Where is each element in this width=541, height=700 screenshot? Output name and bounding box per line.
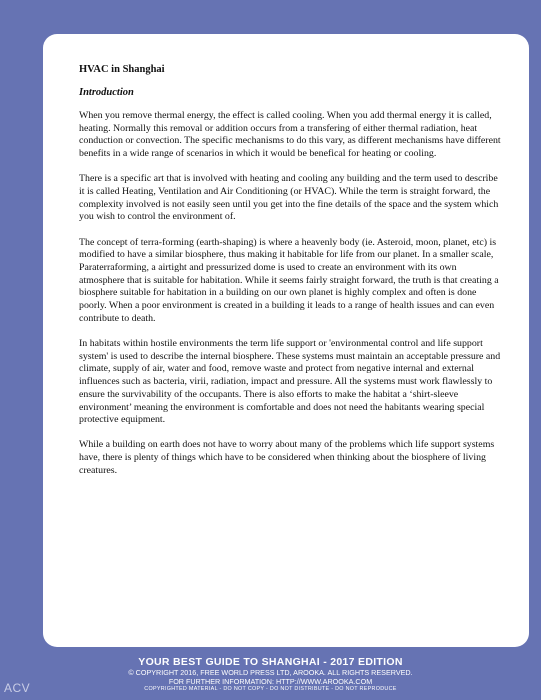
paragraph: In habitats within hostile environments the term life support or 'environmental control and life support system' is used to describe the internal biosphere. These systems must maintain an acceptable pressure and climate, supply of air, water and food, remove waste and protect from negative internal and external influences such as bacteria, virii, radiation, impact and pressure. All the systems must work flawlessly to ensure the survivability of the occupants. There is also efforts to make the habitat a ‘shirt-sleeve environment’ meaning the environment is comfortable and does not need the habitants wearing special protective equipment. <box>79 338 501 426</box>
paragraph: There is a specific art that is involved with heating and cooling any building and the term used to describe it is called Heating, Ventilation and Air Conditioning (or HVAC). While the term is straight forward, the complexity involved is not easily seen until you get into the fine details of the space and the system which you wish to control the environment of. <box>79 173 499 223</box>
page-footer <box>0 656 541 693</box>
footer-notice: COPYRIGHTED MATERIAL - DO NOT COPY - DO NOT DISTRIBUTE - DO NOT REPRODUCE <box>144 686 397 692</box>
footer-title: YOUR BEST GUIDE TO SHANGHAI - 2017 EDITION <box>138 656 403 668</box>
footer-info: FOR FURTHER INFORMATION: HTTP://WWW.AROOKA.COM <box>168 676 373 686</box>
footer-copyright: © COPYRIGHT 2016, FREE WORLD PRESS LTD, AROOKA. ALL RIGHTS RESERVED. <box>128 668 413 677</box>
document-page <box>43 34 529 647</box>
document-title: HVAC in Shanghai <box>79 64 165 75</box>
paragraph: When you remove thermal energy, the effect is called cooling. When you add thermal energy it is called, heating. Normally this removal or addition occurs from a transfering of either thermal radiation, heat conduction or convection. The specific mechanisms to do this vary, as different mechanisms have different benefits in a wide range of scenarios in which it would be benefical for heating or cooling. <box>79 110 501 160</box>
section-heading: Introduction <box>79 87 134 98</box>
paragraph: While a building on earth does not have to worry about many of the problems which life support systems have, there is plenty of things which have to be considered when thinking about the biosphere of living creatures. <box>79 439 495 476</box>
paragraph: The concept of terra-forming (earth-shaping) is where a heavenly body (ie. Asteroid, moon, planet, etc) is modified to have a similar biosphere, thus making it habitable for life from our planet. In a smaller scale, Paraterraforming, a airtight and pressurized dome is used to create an environment with its own atmosphere that is suitable for habitation. While it seems fairly straight forward, the truth is that creating a biosphere suitable for habitation in a building on our own planet is highly complex and often is done poorly. When a poor environment is created in a building it leads to a range of health issues and can even contribute to death. <box>79 236 499 324</box>
watermark: ACV <box>4 681 31 695</box>
